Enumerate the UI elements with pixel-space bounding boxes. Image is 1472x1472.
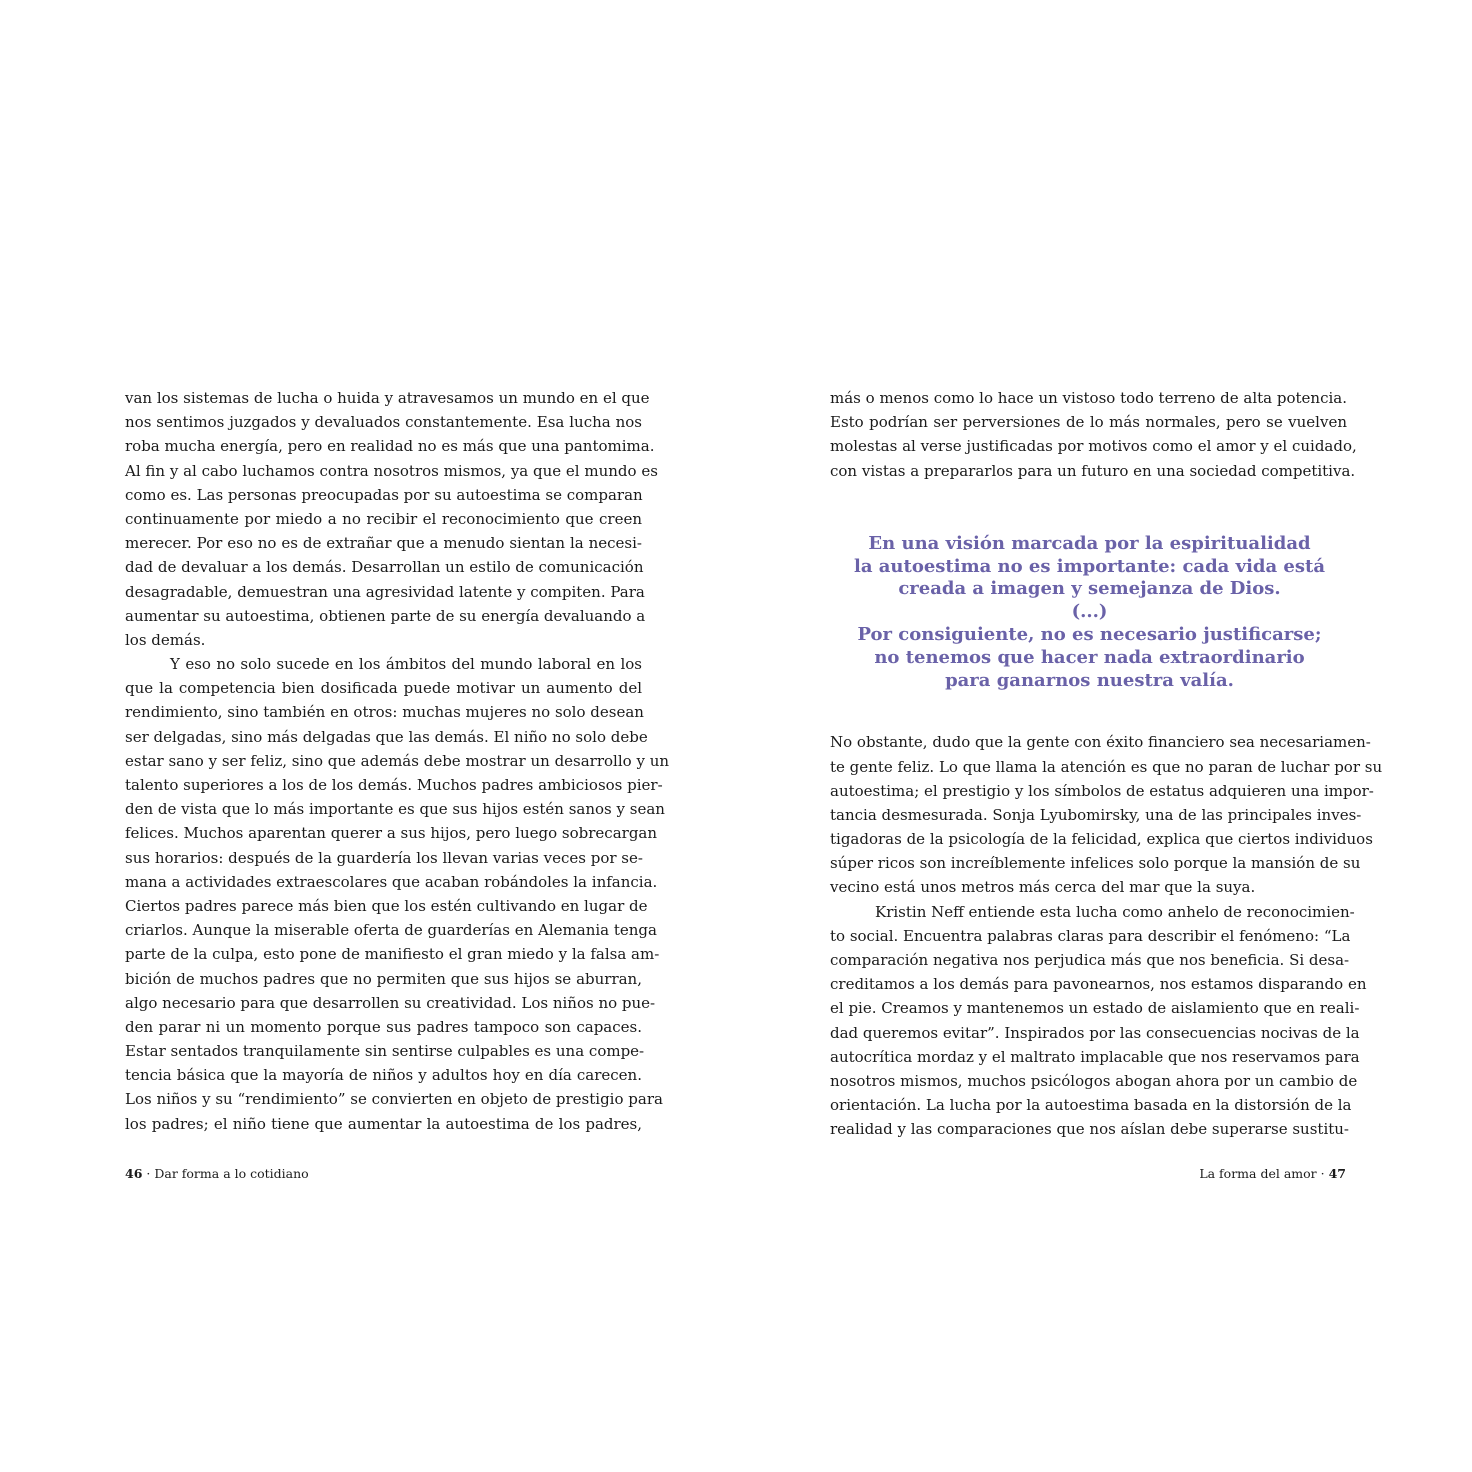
text-line: dad queremos evitar”. Inspirados por las consecuencias nocivas de la xyxy=(830,1023,1360,1042)
text-line: dad de devaluar a los demás. Desarrollan un estilo de comunicación xyxy=(125,558,644,577)
text-line: van los sistemas de lucha o huida y atravesamos un mundo en el que xyxy=(125,389,650,407)
text-line: tencia básica que la mayoría de niños y adultos hoy en día carecen. xyxy=(125,1066,642,1085)
text-line: to social. Encuentra palabras claras para describir el fenómeno: “La xyxy=(830,926,1351,945)
left-page xyxy=(125,386,670,1136)
running-head-right: La forma del amor xyxy=(1199,1166,1317,1181)
text-line: tancia desmesurada. Sonja Lyubomirsky, una de las principales inves- xyxy=(830,805,1362,824)
text-line: que la competencia bien dosificada puede motivar un aumento del xyxy=(125,679,642,698)
text-line: den parar ni un momento porque sus padres tampoco son capaces. xyxy=(125,1017,642,1036)
right-page xyxy=(830,386,1383,1142)
text-line: desagradable, demuestran una agresividad latente y compiten. Para xyxy=(125,582,645,601)
pull-quote-line: la autoestima no es importante: cada vida está xyxy=(854,555,1325,577)
text-line: ser delgadas, sino más delgadas que las demás. El niño no solo debe xyxy=(125,727,648,746)
text-line: mana a actividades extraescolares que acaban robándoles la infancia. xyxy=(125,872,658,891)
text-line: rendimiento, sino también en otros: muchas mujeres no solo desean xyxy=(125,703,644,722)
text-line: súper ricos son increíblemente infelices solo porque la mansión de su xyxy=(830,854,1361,873)
text-line: autocrítica mordaz y el maltrato implacable que nos reservamos para xyxy=(830,1047,1360,1066)
text-line: autoestima; el prestigio y los símbolos de estatus adquieren una impor- xyxy=(830,781,1374,800)
text-line: los padres; el niño tiene que aumentar la autoestima de los padres, xyxy=(125,1114,642,1133)
text-line: continuamente por miedo a no recibir el reconocimiento que creen xyxy=(125,509,642,528)
right-body-text-top xyxy=(830,386,1357,483)
text-line: aumentar su autoestima, obtienen parte de su energía devaluando a xyxy=(125,606,646,625)
right-page-footer xyxy=(1199,1166,1346,1181)
text-line: nos sentimos juzgados y devaluados constantemente. Esa lucha nos xyxy=(125,413,642,432)
text-line: los demás. xyxy=(125,630,206,649)
text-line: como es. Las personas preocupadas por su autoestima se comparan xyxy=(125,485,643,504)
text-line: No obstante, dudo que la gente con éxito financiero sea necesariamen- xyxy=(830,733,1371,752)
text-line: Y eso no solo sucede en los ámbitos del mundo laboral en los xyxy=(170,655,642,674)
text-line: merecer. Por eso no es de extrañar que a menudo sientan la necesi- xyxy=(125,534,642,553)
text-line: tigadoras de la psicología de la felicidad, explica que ciertos individuos xyxy=(830,830,1373,849)
text-line: orientación. La lucha por la autoestima basada en la distorsión de la xyxy=(830,1096,1352,1115)
text-line: nosotros mismos, muchos psicólogos abogan ahora por un cambio de xyxy=(830,1071,1358,1090)
text-line: comparación negativa nos perjudica más que nos beneficia. Si desa- xyxy=(830,951,1350,970)
pull-quote-line: En una visión marcada por la espiritualidad xyxy=(868,532,1311,554)
running-head-left: Dar forma a lo cotidiano xyxy=(154,1166,309,1181)
pull-quote xyxy=(832,533,1347,693)
text-line: sus horarios: después de la guardería los llevan varias veces por se- xyxy=(125,848,643,867)
page-number-left: 46 xyxy=(125,1166,143,1181)
text-line: molestas al verse justificadas por motivos como el amor y el cuidado, xyxy=(830,437,1357,456)
text-line: realidad y las comparaciones que nos aíslan debe superarse sustitu- xyxy=(830,1120,1349,1139)
text-line: felices. Muchos aparentan querer a sus hijos, pero luego sobrecargan xyxy=(125,824,658,843)
text-line: el pie. Creamos y mantenemos un estado de aislamiento que en reali- xyxy=(830,999,1360,1018)
text-line: talento superiores a los de los demás. Muchos padres ambiciosos pier- xyxy=(125,776,663,794)
text-line: algo necesario para que desarrollen su creatividad. Los niños no pue- xyxy=(125,993,656,1012)
text-line: Al fin y al cabo luchamos contra nosotros mismos, ya que el mundo es xyxy=(125,461,658,480)
footer-separator: · xyxy=(146,1166,151,1181)
pull-quote-line: (...) xyxy=(1071,601,1108,623)
text-line: Esto podrían ser perversiones de lo más normales, pero se vuelven xyxy=(830,413,1347,432)
text-line: bición de muchos padres que no permiten que sus hijos se aburran, xyxy=(125,969,642,988)
text-line: estar sano y ser feliz, sino que además debe mostrar un desarrollo y un xyxy=(125,751,670,770)
text-line: Kristin Neff entiende esta lucha como anhelo de reconocimien- xyxy=(875,902,1355,921)
page-number-right: 47 xyxy=(1328,1166,1346,1181)
text-line: vecino está unos metros más cerca del mar que la suya. xyxy=(830,878,1256,897)
text-line: Estar sentados tranquilamente sin sentirse culpables es una compe- xyxy=(125,1042,645,1061)
footer-separator: · xyxy=(1320,1166,1325,1181)
pull-quote-line: Por consiguiente, no es necesario justificarse; xyxy=(857,623,1322,645)
text-line: den de vista que lo más importante es que sus hijos estén sanos y sean xyxy=(125,800,665,819)
pull-quote-line: para ganarnos nuestra valía. xyxy=(945,669,1234,691)
text-line: te gente feliz. Lo que llama la atención es que no paran de luchar por su xyxy=(830,757,1383,776)
text-line: parte de la culpa, esto pone de manifiesto el gran miedo y la falsa am- xyxy=(125,945,660,964)
text-line: más o menos como lo hace un vistoso todo terreno de alta potencia. xyxy=(830,389,1347,407)
text-line: Los niños y su “rendimiento” se convierten en objeto de prestigio para xyxy=(125,1090,663,1109)
text-line: Ciertos padres parece más bien que los estén cultivando en lugar de xyxy=(125,896,648,915)
left-page-footer xyxy=(125,1166,309,1181)
text-line: creditamos a los demás para pavonearnos, nos estamos disparando en xyxy=(830,975,1367,994)
text-line: criarlos. Aunque la miserable oferta de guarderías en Alemania tenga xyxy=(125,921,657,940)
pull-quote-line: creada a imagen y semejanza de Dios. xyxy=(898,578,1281,600)
text-line: con vistas a prepararlos para un futuro en una sociedad competitiva. xyxy=(830,461,1356,480)
left-body-text xyxy=(125,386,670,1136)
pull-quote-line: no tenemos que hacer nada extraordinario xyxy=(874,646,1305,668)
text-line: roba mucha energía, pero en realidad no es más que una pantomima. xyxy=(125,437,655,456)
right-body-text-bottom xyxy=(830,730,1383,1141)
